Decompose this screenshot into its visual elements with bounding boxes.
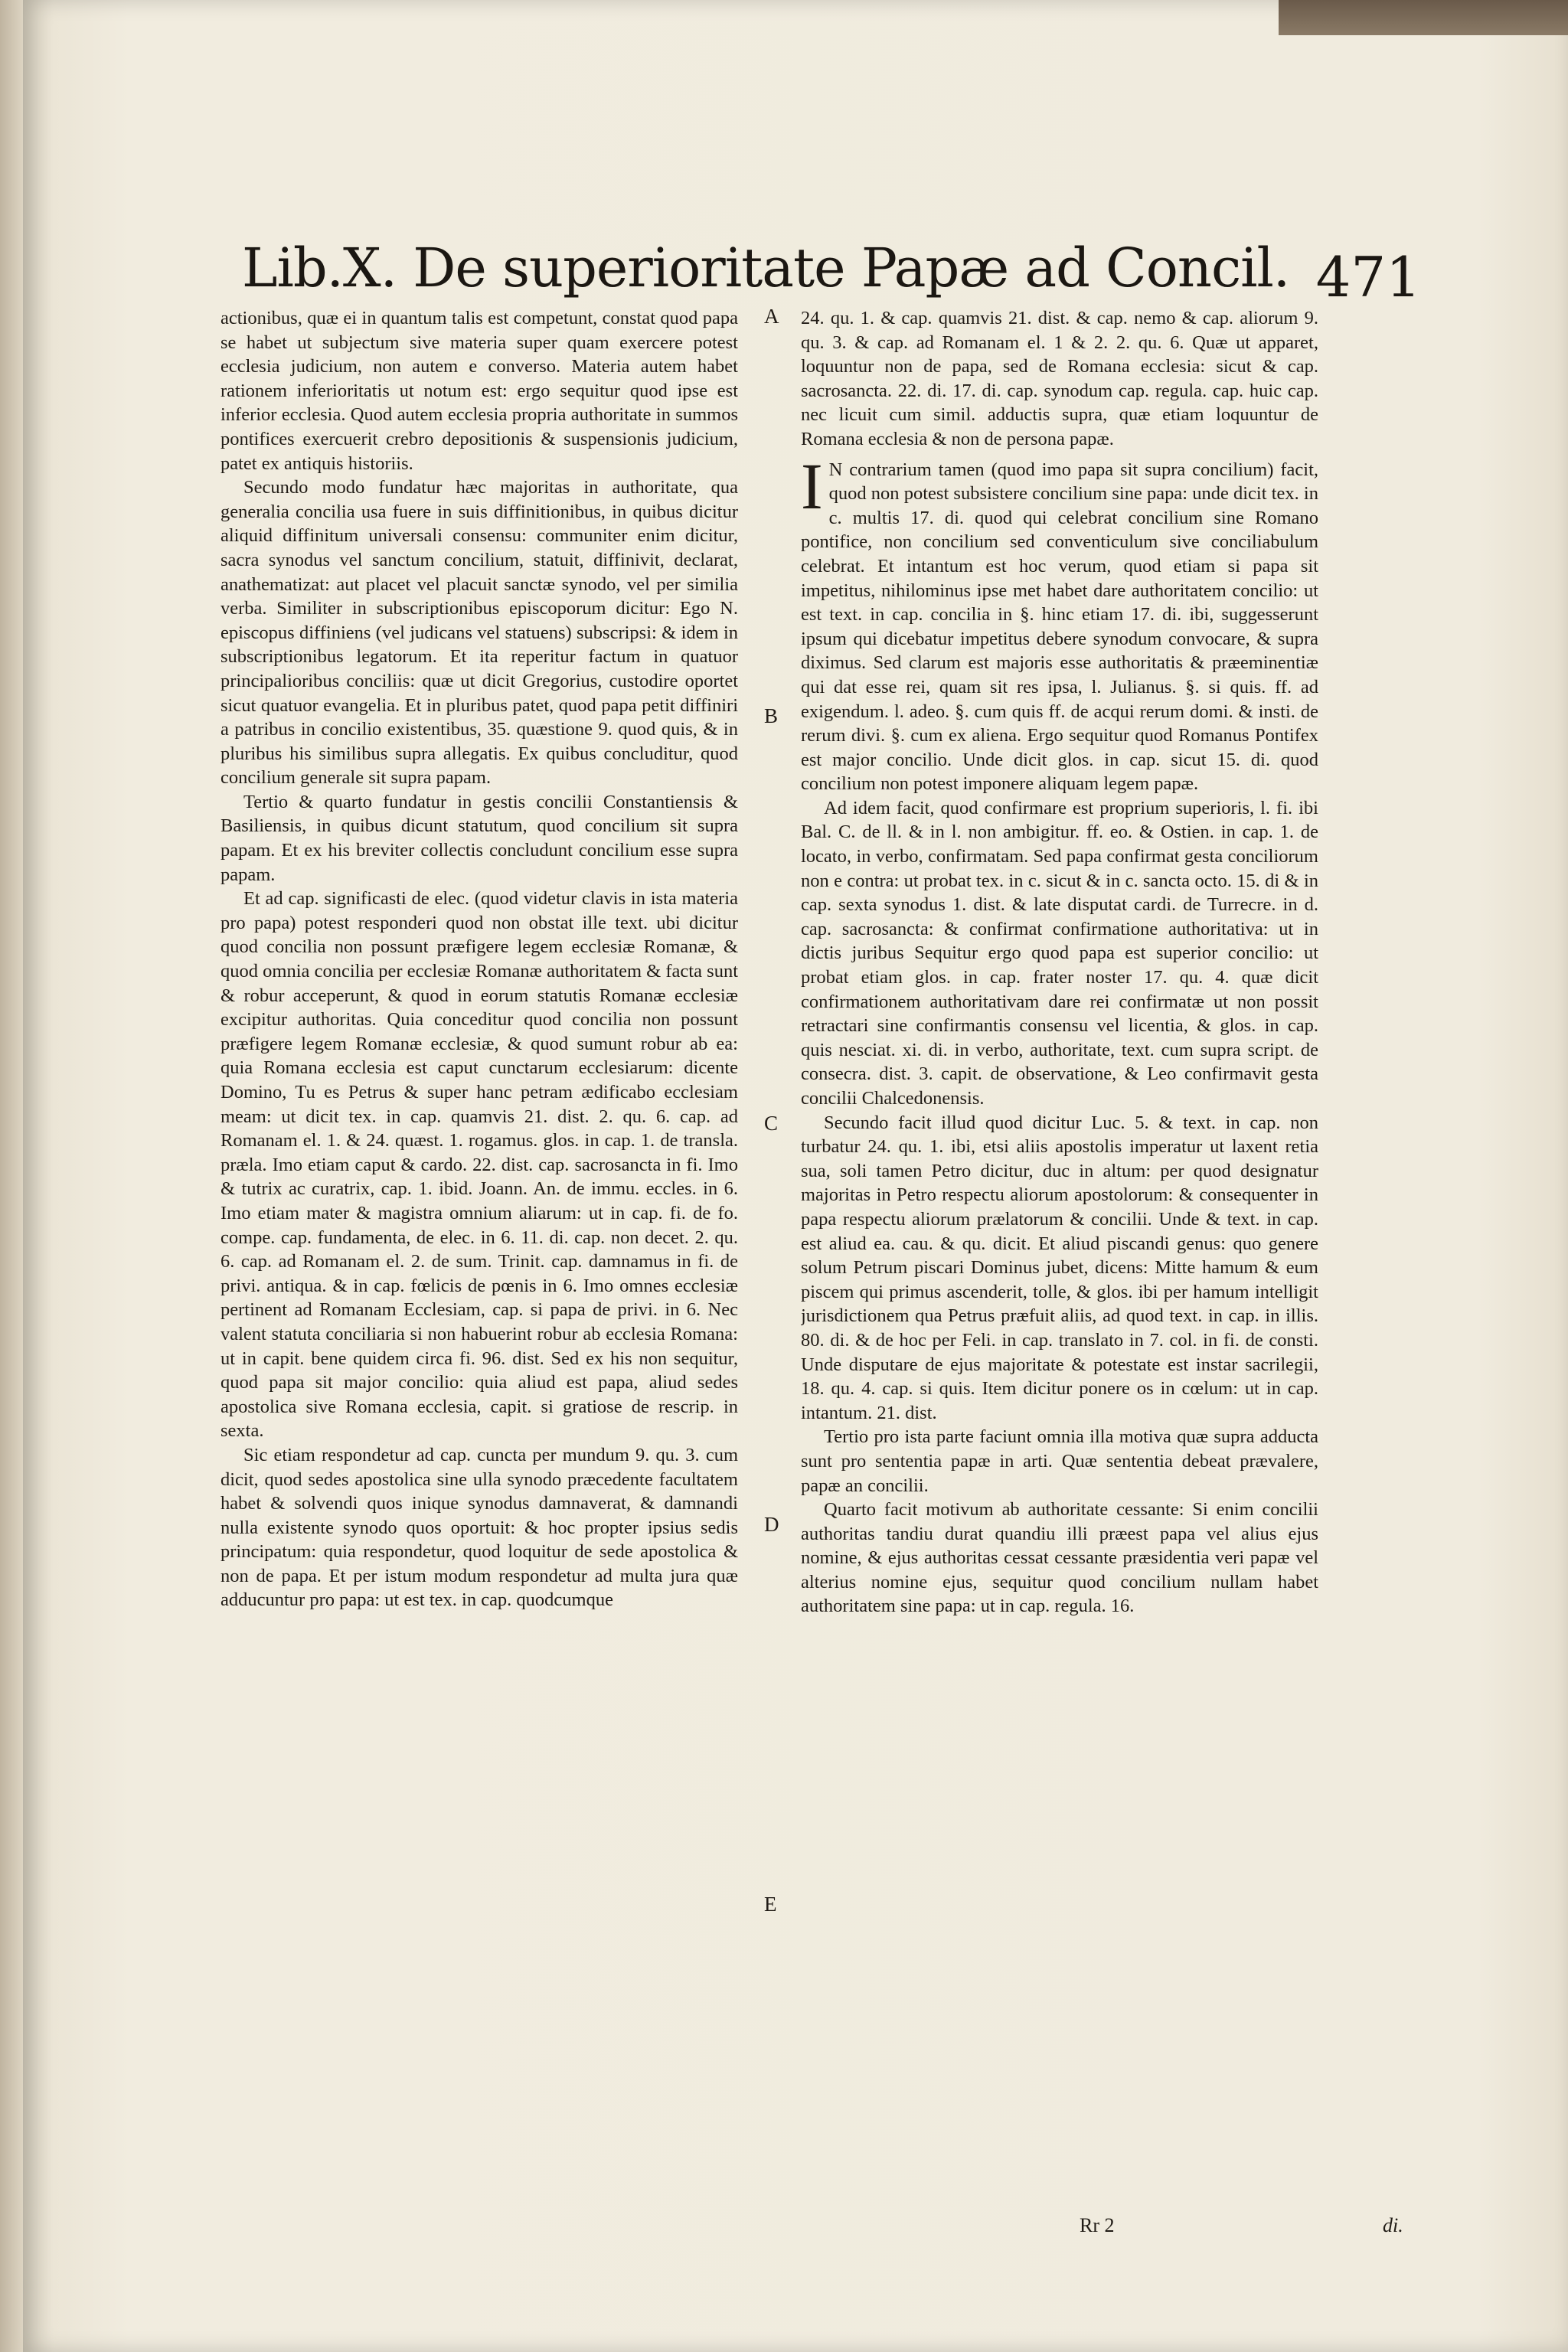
paragraph: Secundo facit illud quod dicitur Luc. 5. & text. in cap. non turbatur 24. qu. 1. ibi, etsi aliis apostolis imperatur ut laxent retia sua, soli tamen Petro dicitur, duc in altum: per quod designatur majoritas in Petro respectu aliorum apostolorum: & consequenter in papa respectu aliorum prælatorum & concilii. Unde & text. in cap. est aliud ea. cau. & qu. dicit. Et aliud piscandi genus: quo genere solum Petrum piscari Dominus jubet, dicens: Mitte hamum & eum piscem qui primus ascenderit, tolle, & glos. ibi per hamum intelligit jurisdictionem qua Petrus præfuit aliis, ad quod text. in cap. in illis. 80. di. & de hoc per Feli. in cap. translato in 7. col. in fi. de consti. Unde disputare de ejus majoritate & potestate est instar sacrilegii, 18. qu. 4. cap. si quis. Item dicitur ponere os in cœlum: ut in cap. intantum. 21. dist. bbox=[801, 1112, 1318, 1423]
background-strip bbox=[1279, 0, 1568, 35]
paragraph-text: N contrarium tamen (quod imo papa sit supra concilium) facit, quod non potest subsistere concilium sine papa: unde dicit tex. in c. multis 17. di. quod qui celebrat concilium sine Romano pontifice, non concilium sed conventiculum sive conciliabulum celebrat. Et intantum est hoc verum, quod etiam si papa sit impetitus, nihilominus ipse met habet dare authoritatem concilio: ut est text. in cap. concilia in §. hinc etiam 17. di. ibi, suggesserunt ipsum qui dicebatur impetitus debere synodum convocare, & supra diximus. Sed clarum est majoris esse authoritatis & præeminentiæ qui dat esse rei, quam sit res ipsa, l. Julianus. §. si quis. ff. ad exigendum. l. adeo. §. cum quis ff. de acqui rerum domi. & insti. de rerum divi. §. cum ex aliena. Ergo sequitur quod Romanus Pontifex est major concilio. Unde dicit glos. in cap. sicut 15. di. quod concilium non potest imponere aliquam legem papæ. bbox=[801, 459, 1318, 795]
paragraph: Tertio & quarto fundatur in gestis concilii Constantiensis & Basiliensis, in quibus dicunt statutum, quod concilium sit supra papam. Et ex his breviter collectis concludunt concilium esse supra papam. bbox=[220, 791, 738, 885]
margin-marker-a: A bbox=[764, 305, 779, 328]
catchword: di. bbox=[1383, 2214, 1403, 2236]
right-column bbox=[801, 306, 1318, 2236]
margin-marker-e: E bbox=[764, 1893, 777, 1916]
paragraph: actionibus, quæ ei in quantum talis est competunt, constat quod papa se habet ut subjectum sive materia super quam exercere potest ecclesia judicium, non autem e converso. Materia autem habet rationem inferioritatis ut notum est: ergo sequitur quod ipse est inferior ecclesia. Quod autem ecclesia propria authoritate in summos pontifices exercuerit crebro depositionis & suspensionis judicium, patet ex antiquis historiis. bbox=[220, 308, 738, 474]
paragraph: Ad idem facit, quod confirmare est proprium superioris, l. fi. ibi Bal. C. de ll. & in l. non ambigitur. ff. eo. & Ostien. in cap. 1. de locato, in verbo, confirmatam. Sed papa confirmat gesta conciliorum non e contra: ut probat tex. in c. sicut & in c. sancta octo. 15. di & in cap. sexta synodus 1. dist. & late disputat cardi. de Turrecre. in d. cap. sacrosancta: & confirmat confirmatione authoritativa: ut in dictis juribus Sequitur ergo quod papa est superior concilio: ut probat etiam glos. in cap. frater noster 17. qu. 4. quæ dicit confirmationem authoritativam dare rei confirmatæ ut non possit retractari sine confirmantis consensu vel licentia, & glos. in cap. quis nesciat. xi. di. in verbo, authoritate, text. cum supra script. de consecra. dist. 3. capit. de observatione, & Leo confirmavit gesta concilii Chalcedonensis. bbox=[801, 797, 1318, 1109]
drop-capital: I bbox=[801, 449, 823, 523]
paragraph: Et ad cap. significasti de elec. (quod videtur clavis in ista materia pro papa) potest responderi quod non obstat ille text. ubi dicitur quod concilia non possunt præfigere legem ecclesiæ Romanæ, & quod omnia concilia per ecclesiæ Romanæ authoritatem & facta sunt & robur acceperunt, & quod in eorum statutis Romanæ ecclesiæ excipitur authoritas. Quia conceditur quod concilia non possunt præfigere legem Romanæ ecclesiæ, & quod sumunt robur ab ea: quia Romana ecclesia est caput cunctarum ecclesiarum: dicente Domino, Tu es Petrus & super hanc petram ædificabo ecclesiam meam: ut dicit tex. in cap. quamvis 21. dist. 2. qu. 6. cap. ad Romanam el. 1. & 24. quæst. 1. rogamus. glos. in cap. 1. de transla. præla. Imo etiam caput & cardo. 22. dist. cap. sacrosancta in fi. Imo & tutrix ac curatrix, cap. 1. ibid. Joann. An. de immu. eccles. in 6. Imo etiam mater & magistra omnium aliarum: ut in cap. fi. de fo. compe. cap. fundamenta, de elec. in 6. 11. di. cap. non decet. 2. qu. 6. cap. ad Romanam el. 2. de sum. Trinit. cap. damnamus in fi. de privi. antiqua. & in cap. fœlicis de pœnis in 6. Imo omnes ecclesiæ pertinent ad Romanam Ecclesiam, cap. si papa de privi. in 6. Nec valent statuta conciliaria si non habuerint robur ab ecclesia Romana: ut in capit. bene quidem circa fi. 96. dist. Sed ex his non sequitur, quod papa sit major concilio: quia aliud est papa, aliud sedes apostolica sive Romana ecclesia, capit. si gratiose de rescrip. in sexta. bbox=[220, 888, 738, 1442]
margin-marker-b: B bbox=[764, 704, 779, 727]
left-page-edge bbox=[0, 0, 23, 2352]
paragraph-with-dropcap bbox=[801, 449, 1318, 796]
margin-marker-c: C bbox=[764, 1112, 779, 1135]
book-page bbox=[23, 0, 1568, 2352]
paragraph: Tertio pro ista parte faciunt omnia illa motiva quæ supra adducta sunt pro sententia papæ in arti. Quæ sententia debeat prævalere, papæ an concilii. bbox=[801, 1426, 1318, 1496]
signature-mark: Rr 2 bbox=[1080, 2214, 1115, 2236]
paragraph: Secundo modo fundatur hæc majoritas in authoritate, qua generalia concilia usa fuere in suis diffinitionibus, in quibus dicitur aliquid diffinitum universali consensu: communiter enim dicitur, sacra synodus vel sanctum concilium, statuit, diffinivit, declarat, anathematizat: aut placet vel placuit sanctæ synodo, vel per similia verba. Similiter in subscriptionibus episcoporum dicitur: Ego N. episcopus diffiniens (vel judicans vel statuens) subscripsi: & idem in subscriptionibus legatorum. Et ita reperitur factum in quatuor principalioribus conciliis: quæ ut dicit Gregorius, custodire oportet sicut quatuor evangelia. Et in pluribus patet, quod papa petit diffiniri a patribus in concilio existentibus, 35. quæstione 9. quod quis, & in pluribus his similibus supra allegatis. Ex quibus concluditur, quod concilium generale sit supra papam. bbox=[220, 477, 738, 789]
paragraph: Quarto facit motivum ab authoritate cessante: Si enim concilii authoritas tandiu durat quandiu illi præest papa vel alius ejus nomine, & ejus authoritas cessat cessante præsidentia veri papæ vel alterius nomine ejus, sequitur quod concilium nullam habet authoritatem sine papa: ut in cap. regula. 16. bbox=[801, 1499, 1318, 1617]
margin-marker-d: D bbox=[764, 1513, 779, 1536]
page-number: 471 bbox=[1315, 245, 1421, 309]
left-column bbox=[220, 306, 738, 2236]
paragraph: Sic etiam respondetur ad cap. cuncta per mundum 9. qu. 3. cum dicit, quod sedes apostolica sine ulla synodo præcedente facultatem habet & solvendi quos inique synodus damnaverat, & damnandi nulla existente synodo quos oportuit: & hoc propter ipsius sedis principatum: quia respondetur, quod loquitur de sede apostolica & non de papa. Et per istum modum respondetur ad multa jura quæ adducuntur pro papa: ut est tex. in cap. quodcumque bbox=[220, 1444, 738, 1611]
paragraph: 24. qu. 1. & cap. quamvis 21. dist. & cap. nemo & cap. aliorum 9. qu. 3. & cap. ad Romanam el. 1 & 2. 2. qu. 6. Quæ ut apparet, loquuntur non de papa, sed de Romana ecclesia: sicut & cap. sacrosancta. 22. di. 17. di. cap. synodum cap. regula. cap. huic cap. nec licuit cum simil. adductis supra, quæ etiam loquuntur de Romana ecclesia & non de persona papæ. bbox=[801, 308, 1318, 449]
running-title: Lib.X. De superioritate Papæ ad Concil. bbox=[242, 237, 1290, 299]
